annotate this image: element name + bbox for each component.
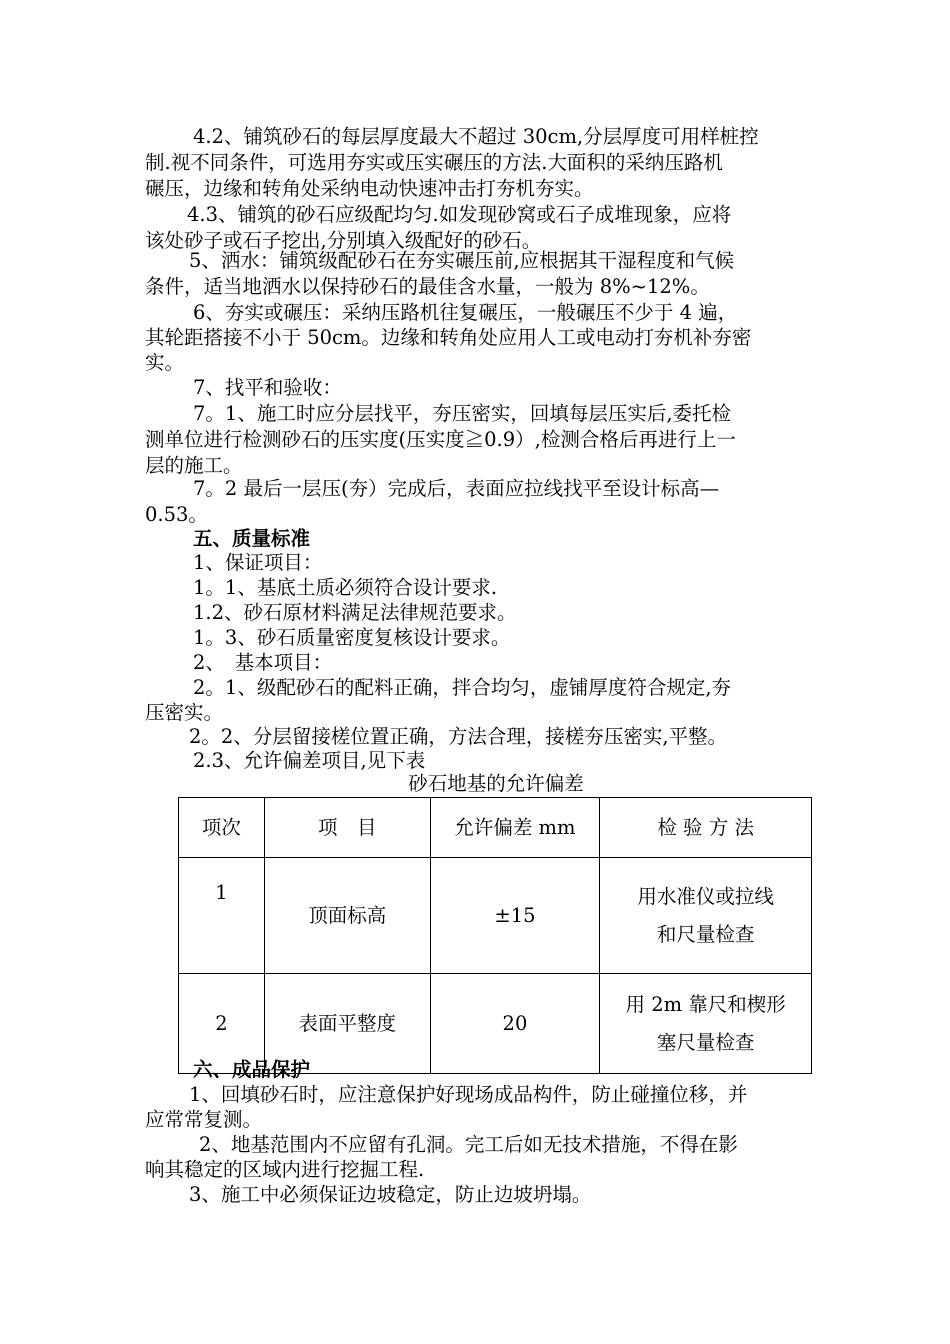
quality-item-1-3: 1。3、砂石质量密度复核设计要求。 <box>193 626 511 649</box>
protection-item-2-line-2: 响其稳定的区域内进行挖掘工程. <box>145 1158 425 1181</box>
paragraph-7-2-line-1: 7。2 最后一层压(夯）完成后，表面应拉线找平至设计标高— <box>193 477 720 500</box>
quality-item-1-2: 1.2、砂石原材料满足法律规范要求。 <box>193 601 517 624</box>
protection-item-2-line-1: 2、地基范围内不应留有孔洞。完工后如无技术措施，不得在影 <box>199 1133 738 1156</box>
row-method-line-2: 塞尺量检查 <box>656 1030 755 1054</box>
paragraph-6-line-3: 实。 <box>145 351 185 374</box>
header-tolerance: 允许偏差 mm <box>430 798 600 858</box>
section-heading-protection: 六、成品保护 <box>193 1058 311 1081</box>
row-method-line-1: 用水准仪或拉线 <box>637 884 774 908</box>
row-no: 1 <box>179 858 265 974</box>
paragraph-7-1-line-2: 测单位进行检测砂石的压实度(压实度≧0.9）,检测合格后再进行上一 <box>145 428 736 451</box>
paragraph-5-line-2: 条件，适当地洒水以保持砂石的最佳含水量，一般为 8%~12%。 <box>145 275 710 298</box>
row-method <box>600 974 812 1074</box>
row-tolerance: 20 <box>430 974 600 1074</box>
paragraph-7-1-line-1: 7。1、施工时应分层找平，夯压密实，回填每层压实后,委托检 <box>193 402 732 425</box>
table-header-row <box>179 798 812 858</box>
quality-basic-heading: 2、 基本项目： <box>193 651 333 674</box>
quality-item-1-1: 1。1、基底土质必须符合设计要求. <box>193 576 498 599</box>
paragraph-6-line-1: 6、夯实或碾压：采纳压路机往复碾压，一般碾压不少于 4 遍， <box>193 301 738 324</box>
row-method <box>600 858 812 974</box>
protection-item-1-line-2: 应常常复测。 <box>145 1108 263 1131</box>
paragraph-4-2-line-1: 4.2、铺筑砂石的每层厚度最大不超过 30cm,分层厚度可用样桩控 <box>193 125 759 148</box>
row-item: 表面平整度 <box>264 974 430 1074</box>
section-heading-quality: 五、质量标准 <box>193 527 311 550</box>
row-method-line-2: 和尺量检查 <box>656 922 755 946</box>
table-row <box>179 858 812 974</box>
header-item: 项 目 <box>264 798 430 858</box>
paragraph-5-line-1: 5、洒水：铺筑级配砂石在夯实碾压前,应根据其干湿程度和气候 <box>189 249 735 272</box>
paragraph-4-3-line-1: 4.3、铺筑的砂石应级配均匀.如发现砂窝或石子成堆现象，应将 <box>187 203 732 226</box>
paragraph-7-heading: 7、找平和验收： <box>193 376 342 399</box>
row-method-line-1: 用 2m 靠尺和楔形 <box>625 992 786 1016</box>
header-method: 检 验 方 法 <box>600 798 812 858</box>
quality-item-2-1-line-2: 压密实。 <box>145 701 224 724</box>
quality-guarantee-heading: 1、保证项目： <box>193 551 323 574</box>
row-no: 2 <box>179 974 265 1074</box>
paragraph-7-2-line-2: 0.53。 <box>145 503 208 526</box>
protection-item-1-line-1: 1、回填砂石时，应注意保护好现场成品构件，防止碰撞位移，并 <box>189 1083 748 1106</box>
row-tolerance: ±15 <box>430 858 600 974</box>
paragraph-4-2-line-3: 碾压，边缘和转角处采纳电动快速冲击打夯机夯实。 <box>145 177 594 200</box>
protection-item-3: 3、施工中必须保证边坡稳定，防止边坡坍塌。 <box>189 1183 592 1206</box>
table-caption: 砂石地基的允许偏差 <box>408 772 584 795</box>
paragraph-4-2-line-2: 制.视不同条件，可选用夯实或压实碾压的方法.大面积的采纳压路机 <box>145 151 723 174</box>
tolerance-table <box>178 797 812 1074</box>
paragraph-6-line-2: 其轮距搭接不小于 50cm。边缘和转角处应用人工或电动打夯机补夯密 <box>145 326 752 349</box>
paragraph-7-1-line-3: 层的施工。 <box>145 454 243 477</box>
paragraph-4-3-line-2: 该处砂子或石子挖出,分别填入级配好的砂石。 <box>145 229 542 252</box>
quality-item-2-1-line-1: 2。1、级配砂石的配料正确，拌合均匀，虚铺厚度符合规定,夯 <box>193 676 732 699</box>
quality-item-2-3: 2.3、允许偏差项目,见下表 <box>193 749 426 772</box>
row-item: 顶面标高 <box>264 858 430 974</box>
header-no: 项次 <box>179 798 265 858</box>
quality-item-2-2: 2。2、分层留接槎位置正确，方法合理，接槎夯压密实,平整。 <box>189 725 728 748</box>
